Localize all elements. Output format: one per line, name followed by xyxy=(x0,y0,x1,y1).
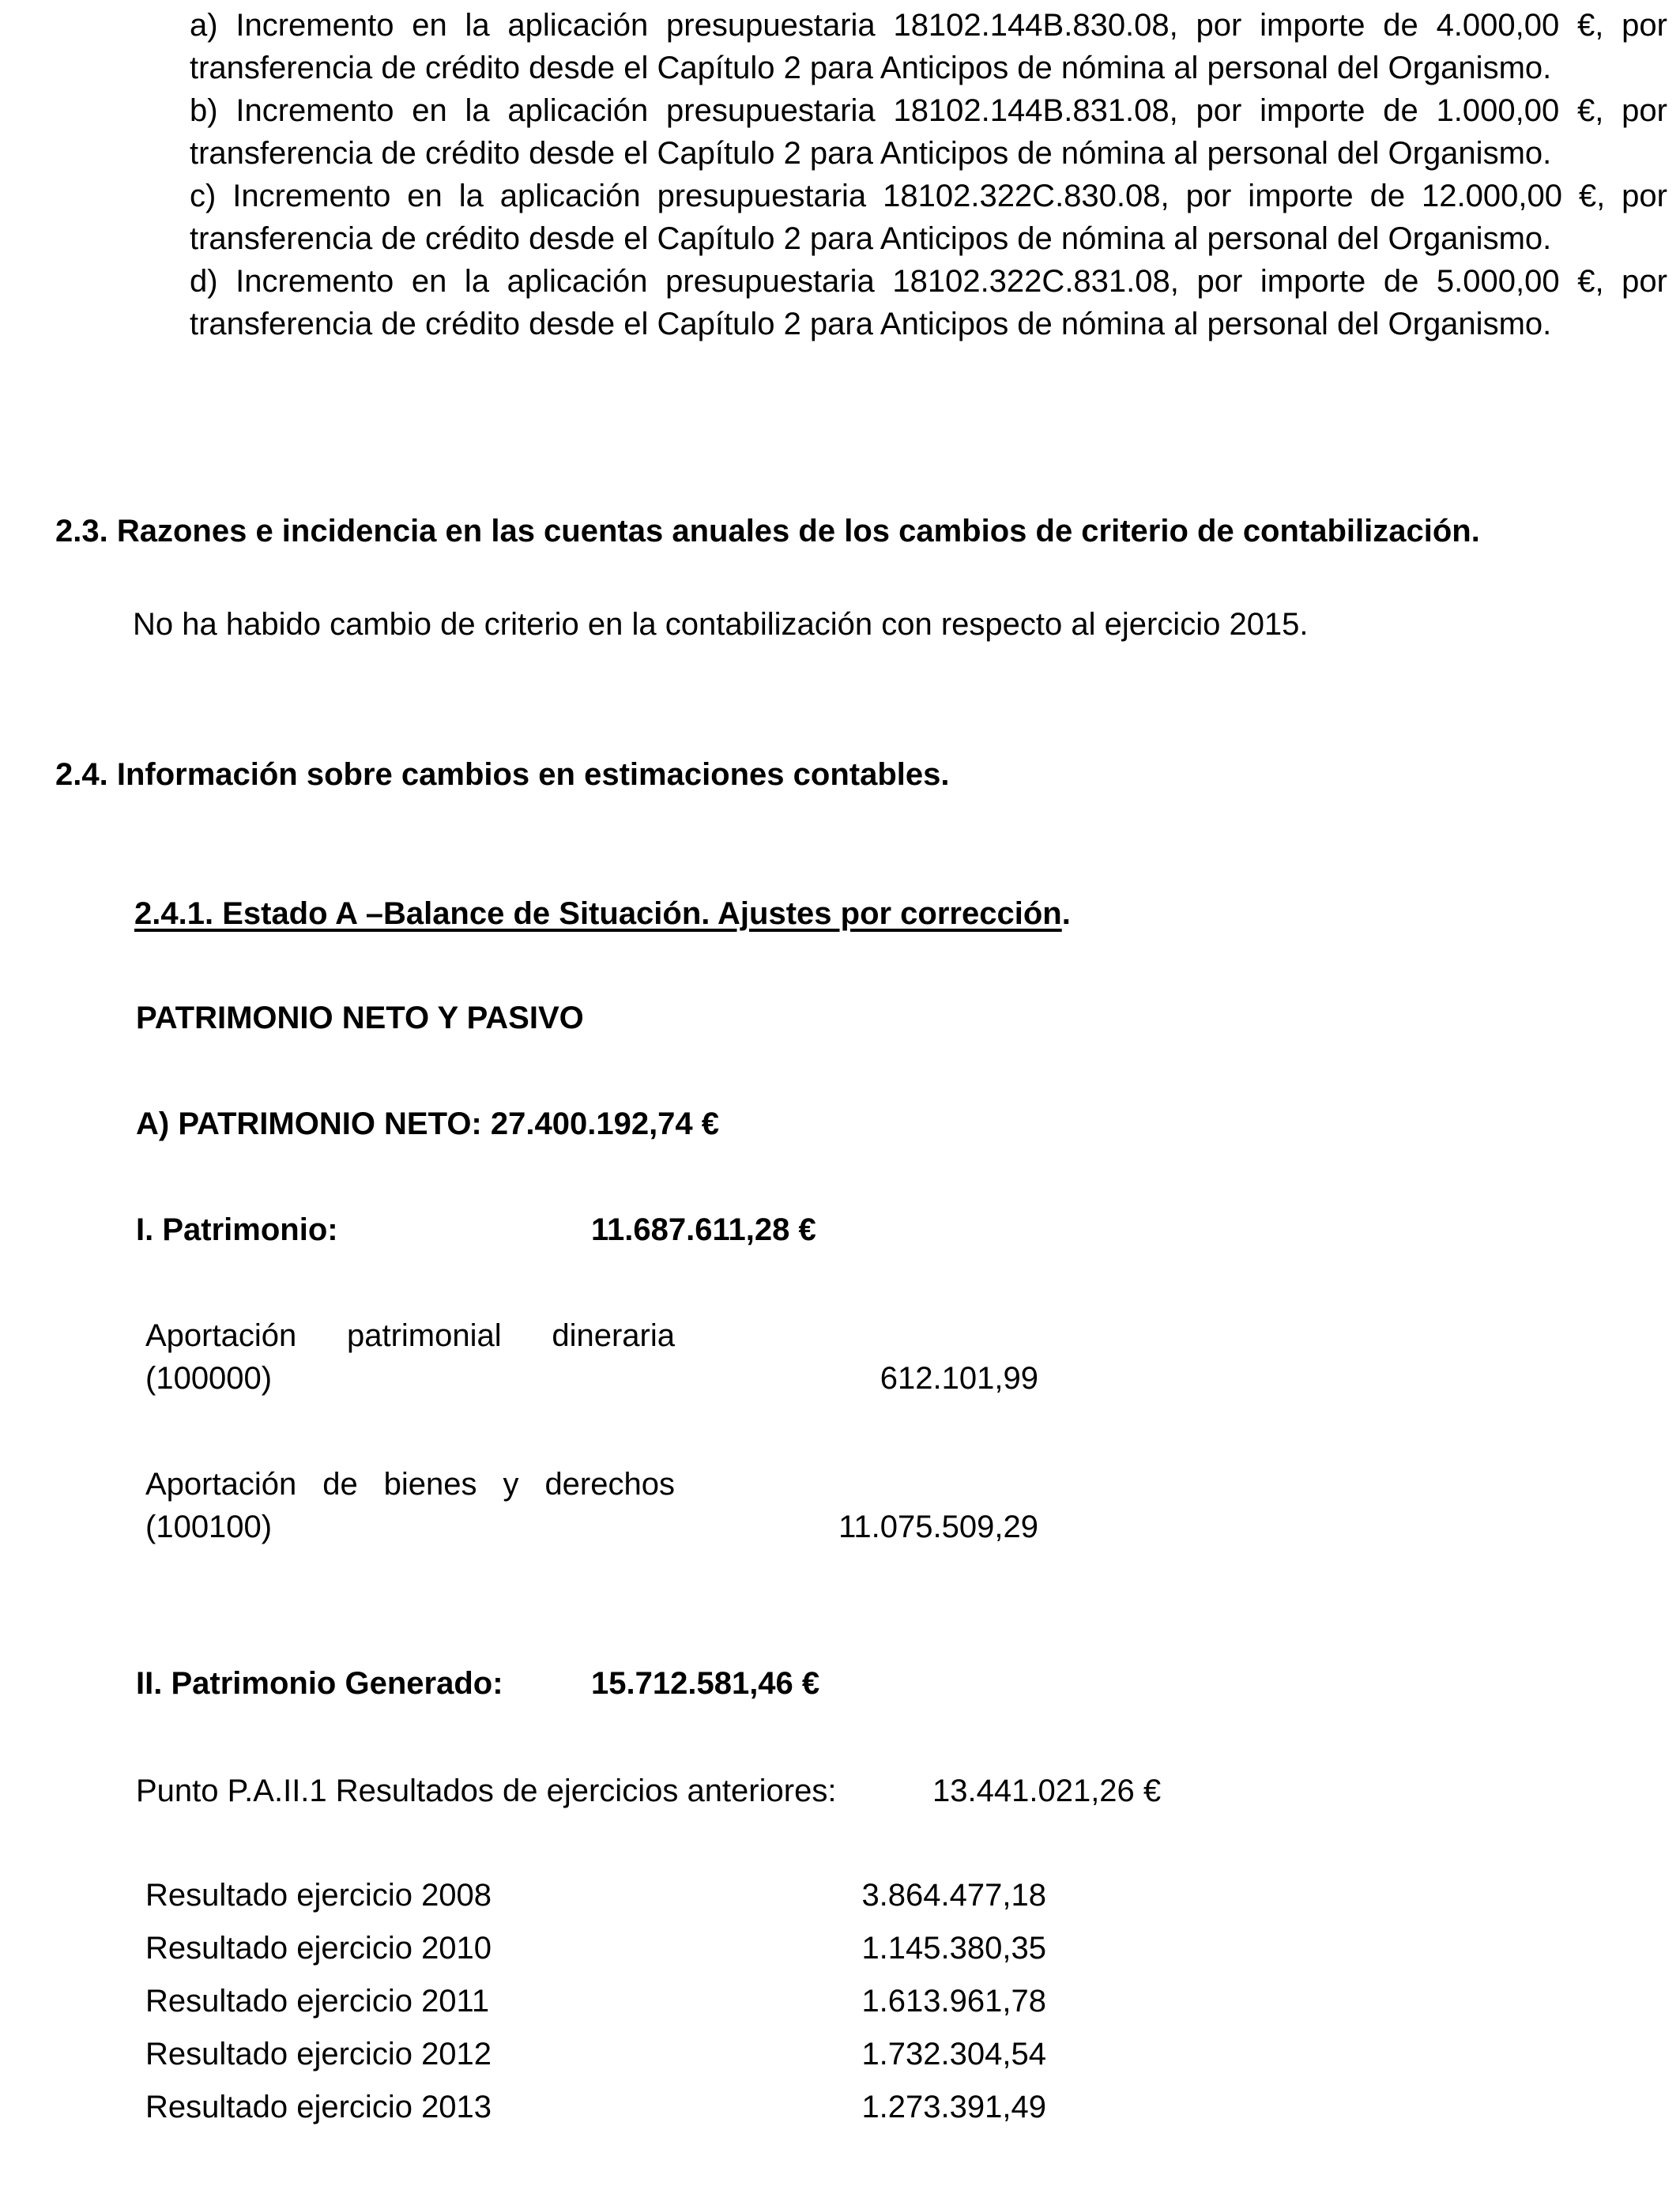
item-d-line2: transferencia de crédito desde el Capítulo 2 para Anticipos de nómina al personal del Organismo. xyxy=(190,307,1552,341)
resultados-anteriores-label: Punto P.A.II.1 Resultados de ejercicios anteriores: xyxy=(136,1774,837,1808)
section-2-3-heading: 2.3. Razones e incidencia en las cuentas anuales de los cambios de criterio de contabilización. xyxy=(55,514,1480,548)
section-2-4-1-subheading xyxy=(134,898,1071,929)
resultado-value: 1.273.391,49 xyxy=(861,2090,1046,2124)
resultado-label: Resultado ejercicio 2011 xyxy=(145,1984,490,2019)
patrimonio-value: 11.687.611,28 € xyxy=(591,1212,816,1247)
table-row xyxy=(145,2091,1046,2126)
resultado-label: Resultado ejercicio 2012 xyxy=(145,2037,492,2071)
patrimonio-neto: A) PATRIMONIO NETO: 27.400.192,74 € xyxy=(136,1106,720,1141)
table-row xyxy=(145,1879,1046,1914)
subheading-period: . xyxy=(1061,896,1071,931)
aportacion-dineraria-value: 612.101,99 xyxy=(880,1361,1038,1396)
table-row xyxy=(145,1985,1046,2020)
resultado-label: Resultado ejercicio 2010 xyxy=(145,1931,492,1966)
table-row xyxy=(145,2038,1046,2073)
patrimonio-label: I. Patrimonio: xyxy=(136,1212,338,1247)
resultado-value: 3.864.477,18 xyxy=(861,1878,1046,1913)
patrimonio-generado-value: 15.712.581,46 € xyxy=(591,1666,820,1701)
aportacion-bienes-label: Aportación de bienes y derechos (100100) xyxy=(145,1467,675,1544)
resultados-anteriores-value: 13.441.021,26 € xyxy=(932,1774,1162,1808)
item-b-line2: transferencia de crédito desde el Capítulo 2 para Anticipos de nómina al personal del Organismo. xyxy=(190,136,1552,171)
resultado-label: Resultado ejercicio 2013 xyxy=(145,2090,492,2124)
item-c-line1: c) Incremento en la aplicación presupuestaria 18102.322C.830.08, por importe de 12.000,00 €, por xyxy=(190,179,1667,213)
section-2-3-text: No ha habido cambio de criterio en la contabilización con respecto al ejercicio 2015. xyxy=(133,607,1309,642)
subheading-underlined-text: 2.4.1. Estado A –Balance de Situación. Ajustes por corrección xyxy=(134,896,1062,931)
section-2-4-heading: 2.4. Información sobre cambios en estimaciones contables. xyxy=(55,757,950,792)
balance-title: PATRIMONIO NETO Y PASIVO xyxy=(136,1001,584,1035)
table-row xyxy=(145,1932,1046,1967)
item-a-line2: transferencia de crédito desde el Capítulo 2 para Anticipos de nómina al personal del Organismo. xyxy=(190,51,1552,85)
resultado-value: 1.613.961,78 xyxy=(861,1984,1046,2019)
resultado-label: Resultado ejercicio 2008 xyxy=(145,1878,492,1913)
item-b-line1: b) Incremento en la aplicación presupuestaria 18102.144B.831.08, por importe de 1.000,00 €, por xyxy=(190,93,1667,128)
aportacion-bienes-value: 11.075.509,29 xyxy=(838,1510,1038,1544)
aportacion-dineraria-label: Aportación patrimonial dineraria (100000) xyxy=(145,1318,675,1396)
resultado-value: 1.732.304,54 xyxy=(861,2037,1046,2071)
patrimonio-generado-label: II. Patrimonio Generado: xyxy=(136,1666,503,1701)
item-a-line1: a) Incremento en la aplicación presupuestaria 18102.144B.830.08, por importe de 4.000,00 €, por xyxy=(190,8,1667,43)
resultado-value: 1.145.380,35 xyxy=(861,1931,1046,1966)
item-d-line1: d) Incremento en la aplicación presupuestaria 18102.322C.831.08, por importe de 5.000,00 €, por xyxy=(190,264,1667,299)
item-c-line2: transferencia de crédito desde el Capítulo 2 para Anticipos de nómina al personal del Organismo. xyxy=(190,221,1552,256)
